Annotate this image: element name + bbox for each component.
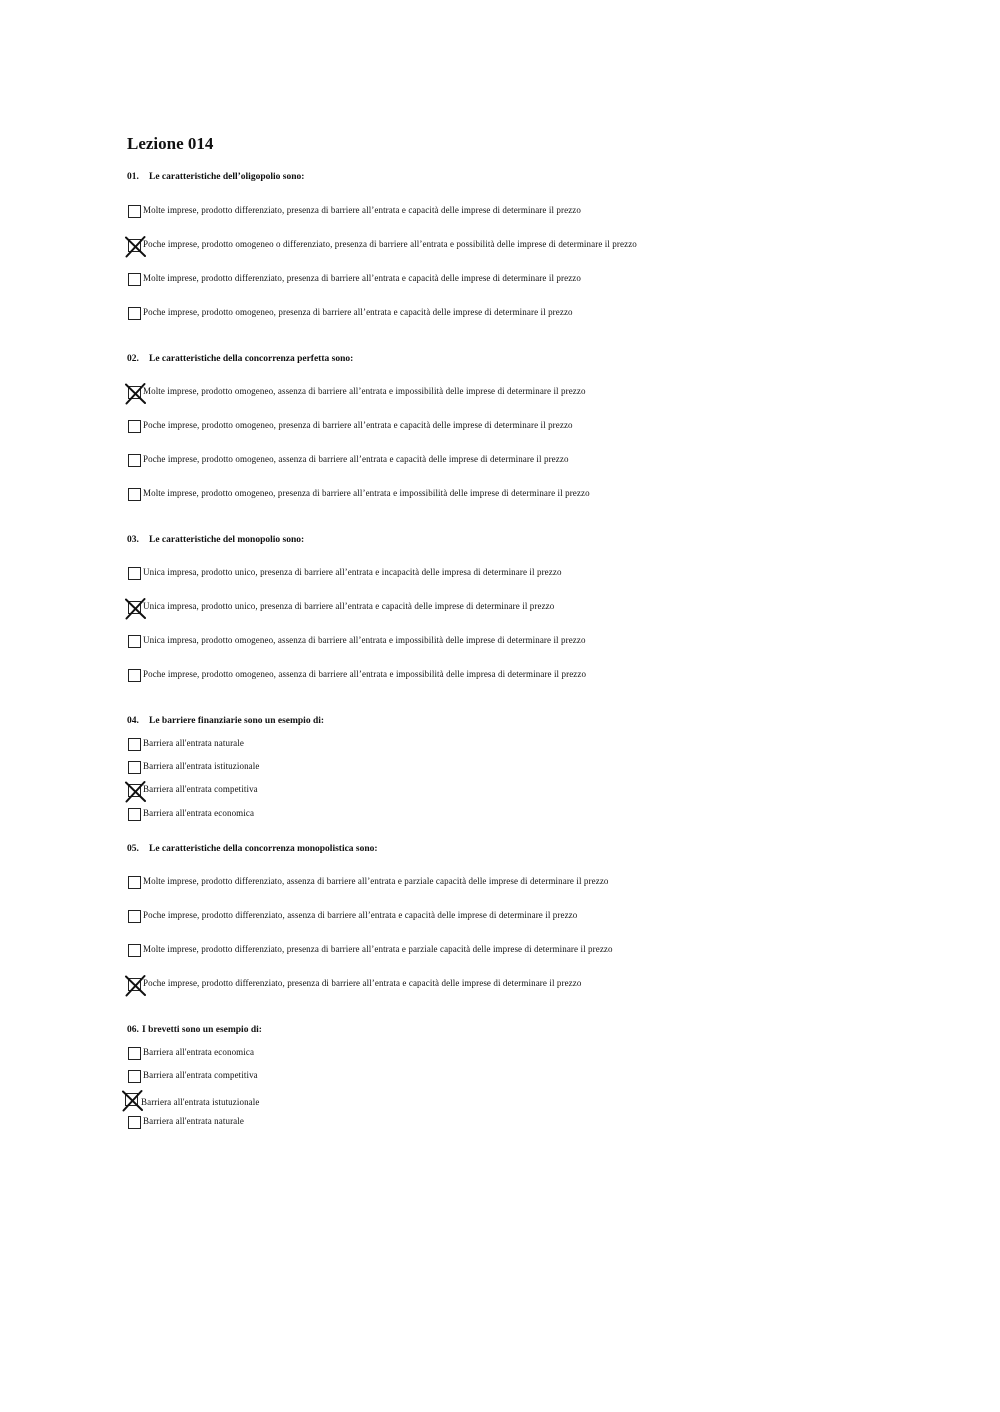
checkbox[interactable] — [128, 420, 141, 433]
question-text: Le barriere finanziarie sono un esempio di: — [149, 716, 325, 726]
question-heading — [127, 1024, 262, 1036]
answer-text: Poche imprese, prodotto differenziato, presenza di barriere all’entrata e capacità delle imprese di determinare il prezzo — [143, 978, 582, 988]
cross-mark-icon — [122, 1090, 143, 1111]
checkbox-checked[interactable] — [128, 978, 141, 991]
question-heading — [127, 843, 378, 855]
question-number: 01. — [127, 172, 139, 182]
checkbox[interactable] — [128, 635, 141, 648]
checkbox[interactable] — [128, 1047, 141, 1060]
answer-text: Poche imprese, prodotto differenziato, assenza di barriere all’entrata e capacità delle imprese di determinare il prezzo — [143, 910, 578, 920]
question-number: 03. — [127, 535, 139, 545]
answer-text: Barriera all'entrata istituzionale — [143, 761, 260, 771]
question-heading — [127, 715, 324, 727]
checkbox[interactable] — [128, 761, 141, 774]
checkbox[interactable] — [128, 876, 141, 889]
checkbox[interactable] — [128, 944, 141, 957]
answer-text: Molte imprese, prodotto omogeneo, assenza di barriere all’entrata e impossibilità delle imprese di determinare il prezzo — [143, 386, 586, 396]
question-heading — [127, 353, 353, 365]
answer-text: Molte imprese, prodotto differenziato, presenza di barriere all’entrata e capacità delle imprese di determinare il prezzo — [143, 205, 581, 215]
answer-text: Barriera all'entrata economica — [143, 1047, 255, 1057]
checkbox[interactable] — [128, 1070, 141, 1083]
answer-text: Unica impresa, prodotto unico, presenza di barriere all’entrata e capacità delle imprese di determinare il prezzo — [143, 601, 555, 611]
answer-text: Unica impresa, prodotto omogeneo, assenza di barriere all’entrata e impossibilità delle imprese di determinare il prezzo — [143, 635, 586, 645]
checkbox[interactable] — [128, 567, 141, 580]
checkbox-checked[interactable] — [128, 784, 141, 797]
answer-text: Poche imprese, prodotto omogeneo o differenziato, presenza di barriere all’entrata e possibilità delle imprese di determinare il prezzo — [143, 239, 637, 249]
question-text: Le caratteristiche del monopolio sono: — [149, 535, 305, 545]
answer-text: Unica impresa, prodotto unico, presenza di barriere all’entrata e incapacità delle impresa di determinare il prezzo — [143, 567, 562, 577]
answer-text: Molte imprese, prodotto differenziato, assenza di barriere all’entrata e parziale capacità delle imprese di determinare il prezzo — [143, 876, 609, 886]
answer-text: Molte imprese, prodotto differenziato, presenza di barriere all’entrata e parziale capacità delle imprese di determinare il prezzo — [143, 944, 613, 954]
answer-text: Barriera all'entrata naturale — [143, 738, 244, 748]
checkbox-checked[interactable] — [128, 239, 141, 252]
answer-text: Barriera all'entrata competitiva — [143, 784, 258, 794]
answer-text: Barriera all'entrata naturale — [143, 1116, 244, 1126]
question-heading — [127, 171, 304, 183]
checkbox[interactable] — [128, 808, 141, 821]
question-text: I brevetti sono un esempio di: — [142, 1025, 262, 1035]
answer-text: Barriera all'entrata economica — [143, 808, 255, 818]
checkbox[interactable] — [128, 205, 141, 218]
answer-text: Poche imprese, prodotto omogeneo, assenza di barriere all’entrata e capacità delle imprese di determinare il prezzo — [143, 454, 569, 464]
checkbox[interactable] — [128, 669, 141, 682]
answer-text: Molte imprese, prodotto differenziato, presenza di barriere all’entrata e capacità delle imprese di determinare il prezzo — [143, 273, 581, 283]
checkbox[interactable] — [128, 1116, 141, 1129]
page-title: Lezione 014 — [127, 134, 214, 153]
checkbox[interactable] — [128, 454, 141, 467]
answer-text: Barriera all'entrata istutuzionale — [141, 1097, 260, 1107]
question-number: 06. — [127, 1025, 139, 1035]
answer-text: Poche imprese, prodotto omogeneo, presenza di barriere all’entrata e capacità delle imprese di determinare il prezzo — [143, 420, 573, 430]
checkbox[interactable] — [128, 488, 141, 501]
checkbox[interactable] — [128, 273, 141, 286]
question-number: 05. — [127, 844, 139, 854]
answer-text: Molte imprese, prodotto omogeneo, presenza di barriere all’entrata e impossibilità delle imprese di determinare il prezzo — [143, 488, 590, 498]
checkbox-checked[interactable] — [128, 601, 141, 614]
question-number: 04. — [127, 716, 139, 726]
checkbox-checked[interactable] — [125, 1093, 138, 1106]
question-text: Le caratteristiche della concorrenza perfetta sono: — [149, 354, 354, 364]
answer-text: Poche imprese, prodotto omogeneo, presenza di barriere all’entrata e capacità delle imprese di determinare il prezzo — [143, 307, 573, 317]
question-text: Le caratteristiche della concorrenza monopolistica sono: — [149, 844, 378, 854]
checkbox[interactable] — [128, 910, 141, 923]
question-heading — [127, 534, 304, 546]
question-text: Le caratteristiche dell’oligopolio sono: — [149, 172, 305, 182]
checkbox[interactable] — [128, 738, 141, 751]
checkbox[interactable] — [128, 307, 141, 320]
question-number: 02. — [127, 354, 139, 364]
answer-text: Barriera all'entrata competitiva — [143, 1070, 258, 1080]
checkbox-checked[interactable] — [128, 386, 141, 399]
answer-text: Poche imprese, prodotto omogeneo, assenza di barriere all’entrata e impossibilità delle impresa di determinare il prezzo — [143, 669, 587, 679]
